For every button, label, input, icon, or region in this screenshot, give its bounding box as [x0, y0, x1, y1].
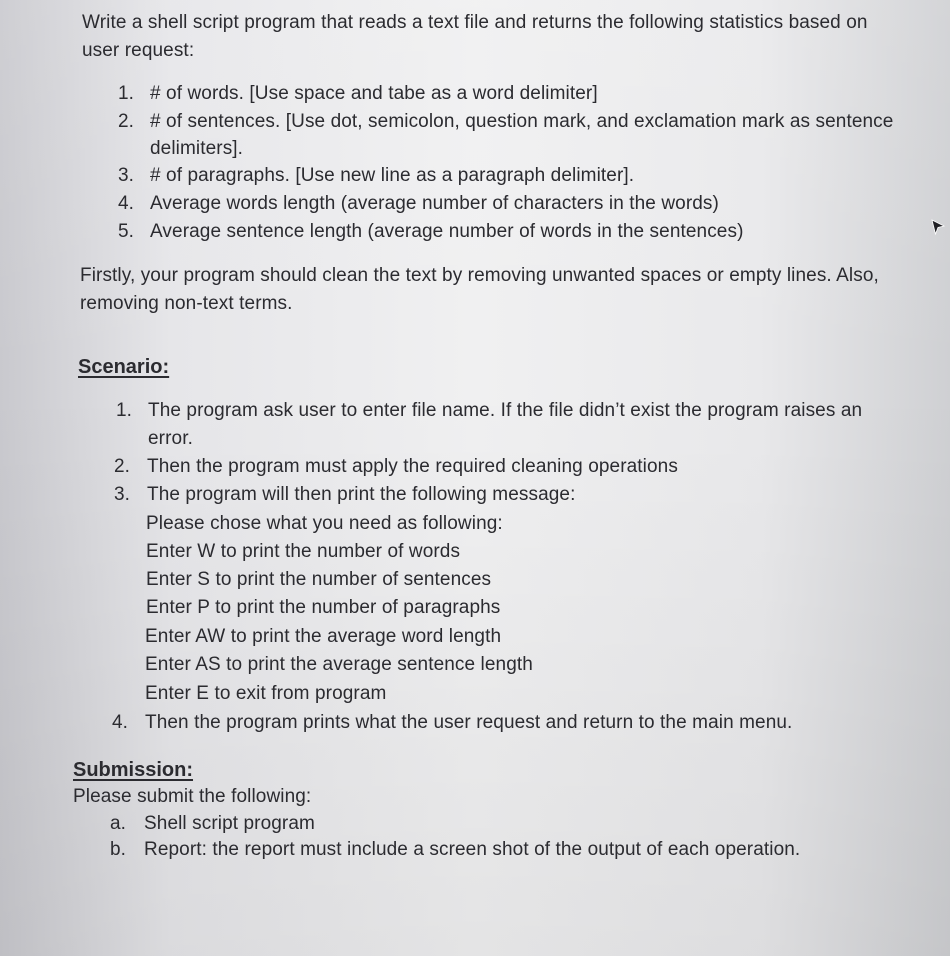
list-item-number: 3. — [118, 165, 134, 186]
scenario-heading: Scenario: — [78, 356, 170, 378]
list-item: # of words. [Use space and tabe as a word delimiter] — [150, 83, 598, 104]
list-item-number: 5. — [118, 221, 134, 242]
list-item-number: b. — [110, 839, 126, 860]
list-item: # of sentences. [Use dot, semicolon, question mark, and exclamation mark as sentence — [150, 111, 894, 132]
list-item-number: 1. — [116, 400, 132, 421]
list-item-number: 2. — [118, 111, 134, 132]
list-item: Report: the report must include a screen shot of the output of each operation. — [144, 839, 801, 860]
submission-heading: Submission: — [73, 759, 194, 781]
list-item-number: 4. — [118, 193, 134, 214]
list-item-number: 2. — [114, 456, 130, 477]
cleaning-line-1: Firstly, your program should clean the text by removing unwanted spaces or empty lines. Also, — [80, 265, 879, 286]
intro-line-2: user request: — [82, 40, 195, 61]
list-item: # of paragraphs. [Use new line as a paragraph delimiter]. — [150, 165, 635, 186]
mouse-pointer-icon — [930, 218, 946, 238]
list-item: Shell script program — [144, 813, 315, 834]
cleaning-line-2: removing non-text terms. — [80, 293, 293, 314]
list-item-number: 4. — [112, 712, 128, 733]
menu-line: Please chose what you need as following: — [146, 513, 503, 534]
list-item: The program will then print the following message: — [147, 484, 576, 505]
submission-intro: Please submit the following: — [73, 786, 312, 807]
menu-line: Enter P to print the number of paragraphs — [146, 597, 501, 618]
list-item-number: 3. — [114, 484, 130, 505]
menu-line: Enter E to exit from program — [145, 683, 387, 704]
intro-line-1: Write a shell script program that reads a text file and returns the following statistics based on — [82, 12, 868, 33]
menu-line: Enter AS to print the average sentence length — [145, 654, 533, 675]
list-item: The program ask user to enter file name. If the file didn’t exist the program raises an — [148, 400, 863, 421]
list-item-number: a. — [110, 813, 126, 834]
list-item: Then the program prints what the user request and return to the main menu. — [145, 712, 793, 733]
menu-line: Enter AW to print the average word length — [145, 626, 502, 647]
list-item-number: 1. — [118, 83, 134, 104]
menu-line: Enter S to print the number of sentences — [146, 569, 492, 590]
list-item-continuation: delimiters]. — [150, 138, 244, 159]
menu-line: Enter W to print the number of words — [146, 541, 461, 562]
list-item-continuation: error. — [148, 428, 193, 449]
list-item: Then the program must apply the required cleaning operations — [147, 456, 678, 477]
list-item: Average words length (average number of characters in the words) — [150, 193, 719, 214]
list-item: Average sentence length (average number of words in the sentences) — [150, 221, 744, 242]
